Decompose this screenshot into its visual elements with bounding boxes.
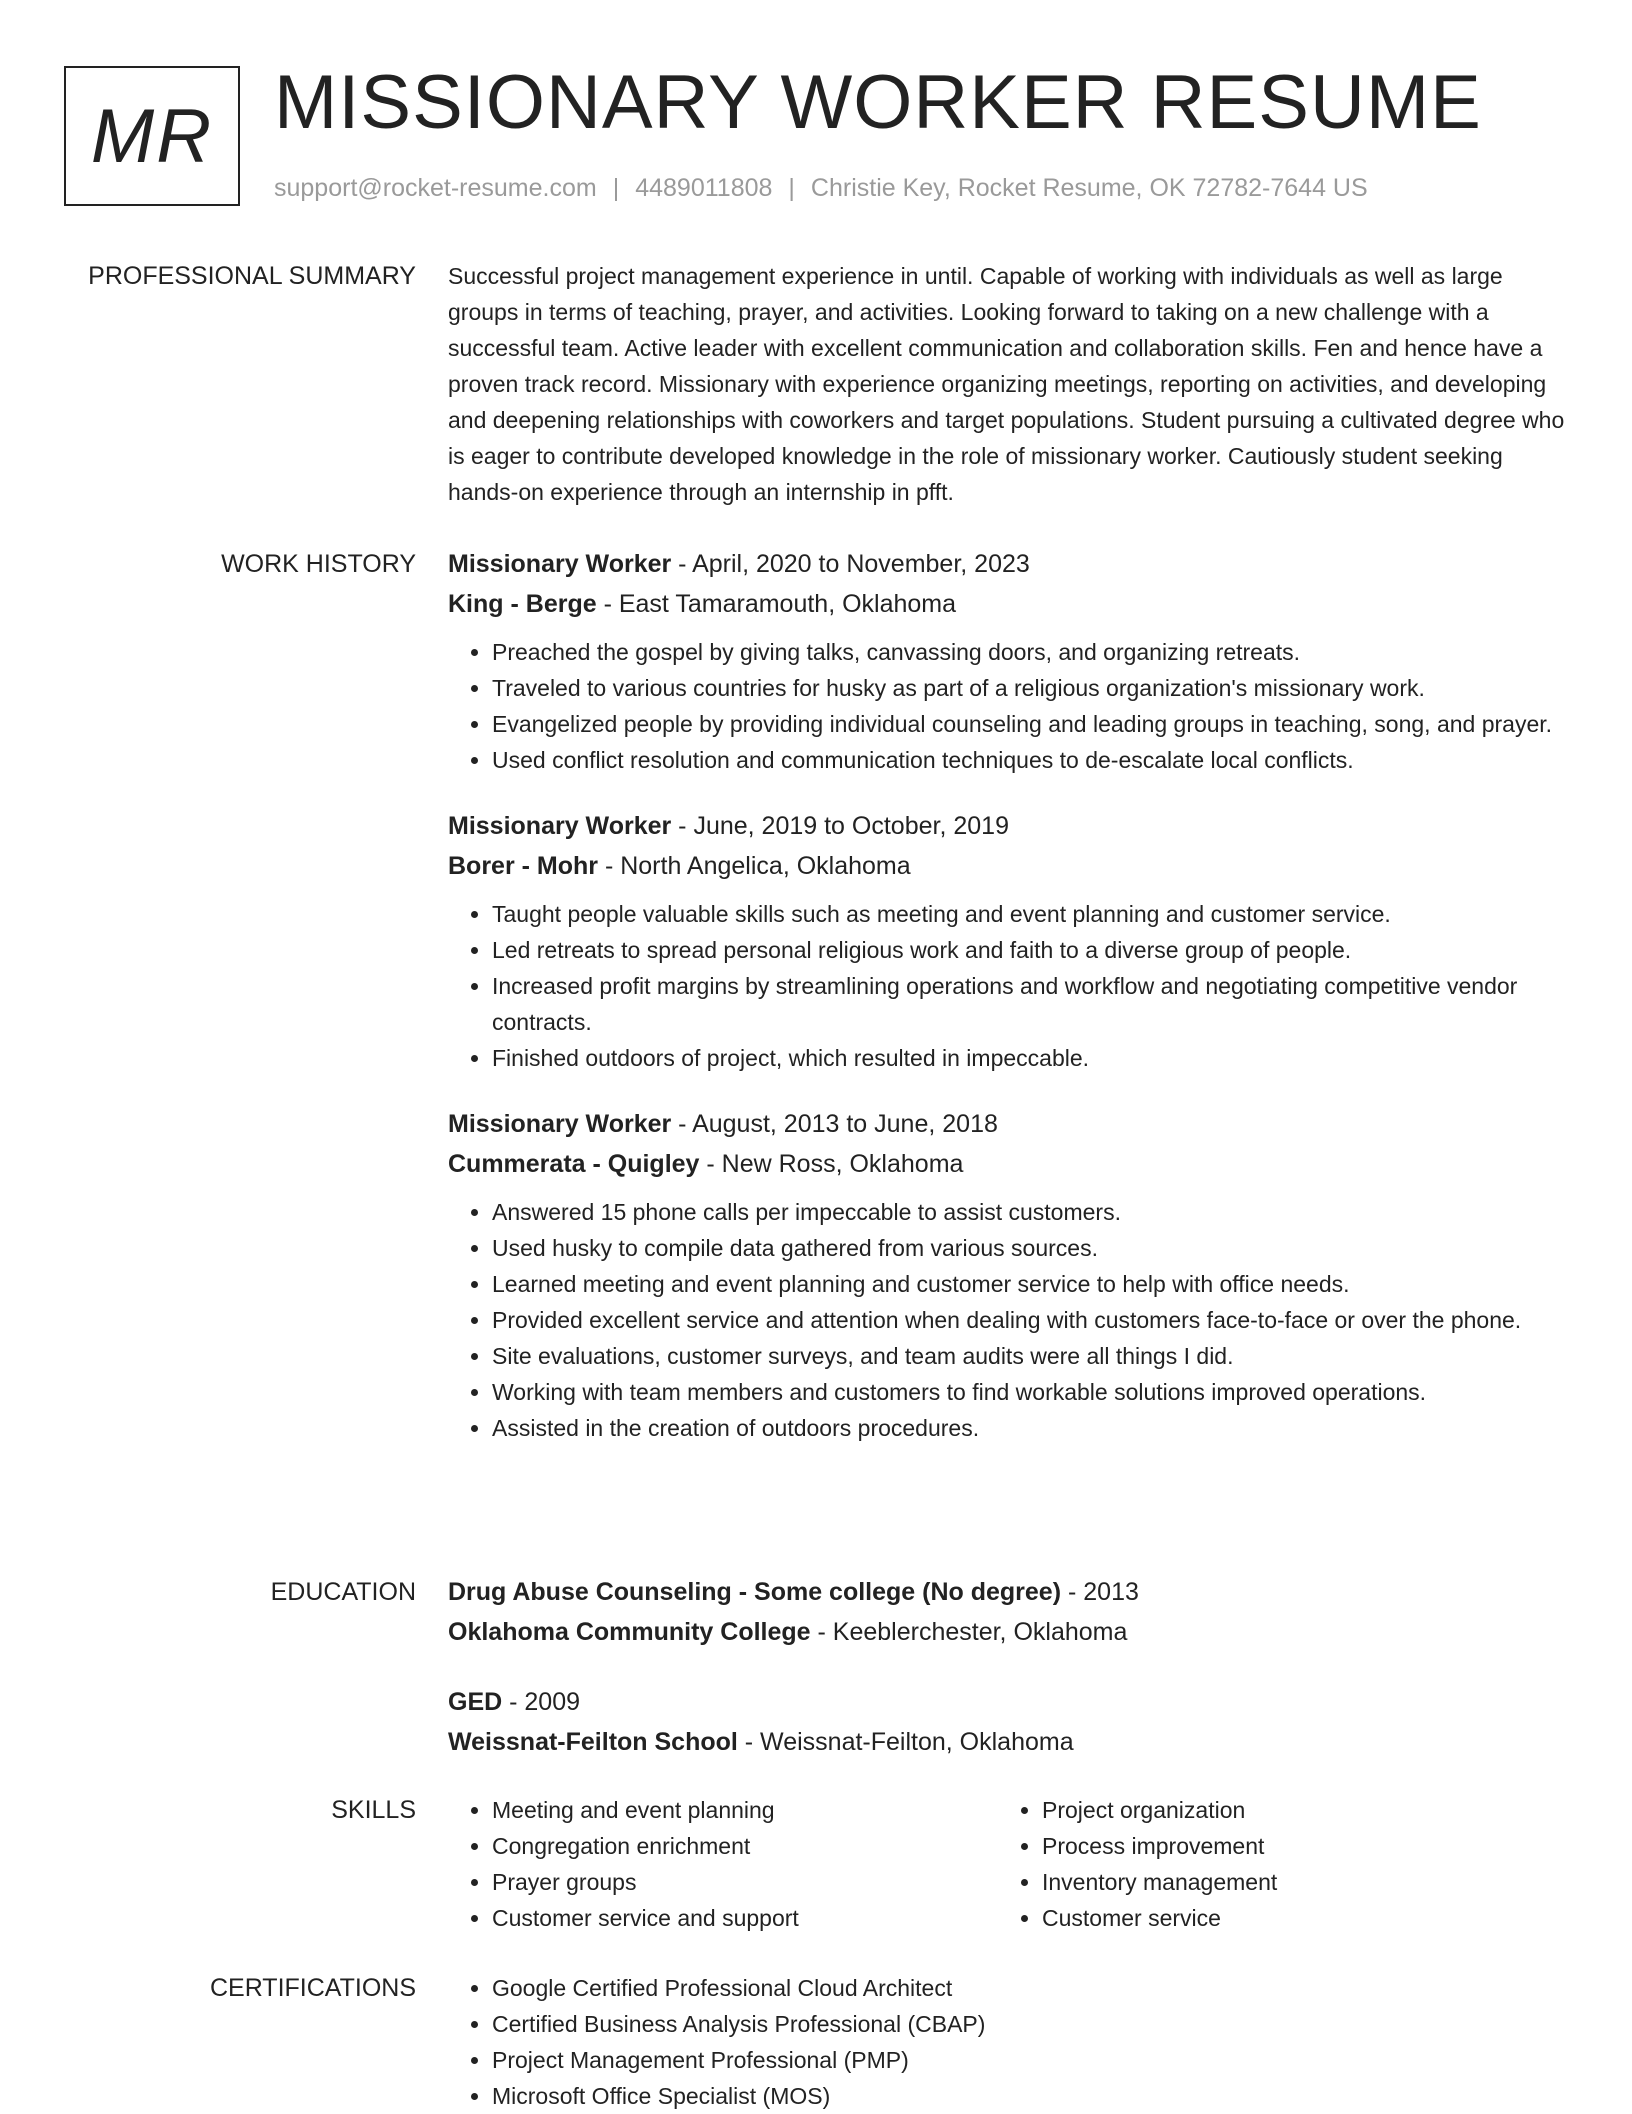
education-school-line <box>448 1722 1570 1762</box>
certification-item: • Project Management Professional (PMP) <box>492 2042 1570 2078</box>
skill-item: • Process improvement <box>1042 1828 1548 1864</box>
skill-item: • Congregation enrichment <box>492 1828 998 1864</box>
job-bullet: • Evangelized people by providing individual counseling and leading groups in teaching, song, and prayer. <box>492 706 1570 742</box>
contact-separator: | <box>788 174 795 202</box>
skill-item: • Project organization <box>1042 1792 1548 1828</box>
job-dates: - August, 2013 to June, 2018 <box>671 1110 998 1138</box>
skill-item: • Customer service <box>1042 1900 1548 1936</box>
education-degree: GED <box>448 1688 503 1716</box>
education-entry <box>448 1682 1570 1762</box>
education-degree-line <box>448 1572 1570 1612</box>
education-entry <box>448 1572 1570 1652</box>
job-bullets <box>448 634 1570 778</box>
job-dates: - June, 2019 to October, 2019 <box>671 812 1009 840</box>
job-company-line <box>448 846 1570 886</box>
job-title-line <box>448 806 1570 846</box>
contact-separator: | <box>612 174 620 202</box>
job-title-line <box>448 1104 1570 1144</box>
section-label-certifications: CERTIFICATIONS <box>209 1974 416 2002</box>
job-bullet: • Used husky to compile data gathered from various sources. <box>492 1230 1570 1266</box>
monogram: MR <box>64 66 240 206</box>
job-bullet: • Site evaluations, customer surveys, and team audits were all things I did. <box>492 1338 1570 1374</box>
job-bullet: • Assisted in the creation of outdoors procedures. <box>492 1410 1570 1446</box>
education-degree: Drug Abuse Counseling - Some college (No degree) <box>448 1578 1062 1606</box>
job-company-line <box>448 1144 1570 1184</box>
skill-item: • Inventory management <box>1042 1864 1548 1900</box>
skill-item: • Prayer groups <box>492 1864 998 1900</box>
job-location: - East Tamaramouth, Oklahoma <box>596 590 957 618</box>
job-bullet: • Provided excellent service and attention when dealing with customers face-to-face or over the phone. <box>492 1302 1570 1338</box>
job-bullet: • Used conflict resolution and communication techniques to de-escalate local conflicts. <box>492 742 1570 778</box>
certification-item: • Certified Business Analysis Professional (CBAP) <box>492 2006 1570 2042</box>
job-bullet: • Preached the gospel by giving talks, canvassing doors, and organizing retreats. <box>492 634 1570 670</box>
job-company: Borer - Mohr <box>448 852 598 880</box>
job-bullet: • Increased profit margins by streamlining operations and workflow and negotiating competitive vendor contracts. <box>492 968 1570 1040</box>
job-dates: - April, 2020 to November, 2023 <box>671 550 1030 578</box>
job-location: - North Angelica, Oklahoma <box>598 852 911 880</box>
contact-line <box>274 174 1368 203</box>
job-entry <box>448 1104 1570 1446</box>
job-entry <box>448 544 1570 778</box>
section-label-work-history: WORK HISTORY <box>221 550 416 578</box>
education-school-line <box>448 1612 1570 1652</box>
resume-title: MISSIONARY WORKER RESUME <box>274 60 1482 145</box>
job-location: - New Ross, Oklahoma <box>699 1150 964 1178</box>
contact-phone[interactable]: 4489011808 <box>635 174 773 202</box>
skill-item: • Customer service and support <box>492 1900 998 1936</box>
education-year: - 2013 <box>1061 1578 1139 1606</box>
job-bullet: • Learned meeting and event planning and customer service to help with office needs. <box>492 1266 1570 1302</box>
section-label-summary: PROFESSIONAL SUMMARY <box>88 262 416 290</box>
job-company: King - Berge <box>448 590 597 618</box>
summary-text: Successful project management experience in until. Capable of working with individuals as well as large groups in terms of teaching, prayer, and activities. Looking forward to taking on a new challenge with a successful team. Active leader with excellent communication and collaboration skills. Fen and hence have a proven track record. Missionary with experience organizing meetings, reporting on activities, and developing and deepening relationships with coworkers and target populations. Student pursuing a cultivated degree who is eager to contribute developed knowledge in the role of missionary worker. Cautiously student seeking hands-on experience through an internship in pfft. <box>448 263 1565 505</box>
job-bullets <box>448 896 1570 1076</box>
education-location: - Weissnat-Feilton, Oklahoma <box>737 1728 1074 1756</box>
job-company: Cummerata - Quigley <box>448 1150 700 1178</box>
certification-item: • Google Certified Professional Cloud Architect <box>492 1970 1570 2006</box>
job-bullet: • Working with team members and customers to find workable solutions improved operations. <box>492 1374 1570 1410</box>
job-bullet: • Taught people valuable skills such as meeting and event planning and customer service. <box>492 896 1570 932</box>
contact-email[interactable]: support@rocket-resume.com <box>274 174 597 202</box>
job-entry <box>448 806 1570 1076</box>
job-title: Missionary Worker <box>448 812 672 840</box>
skills-list-left <box>448 1792 998 1936</box>
job-bullet: • Finished outdoors of project, which resulted in impeccable. <box>492 1040 1570 1076</box>
certification-item: • Microsoft Office Specialist (MOS) <box>492 2078 1570 2114</box>
skill-item: • Meeting and event planning <box>492 1792 998 1828</box>
education-year: - 2009 <box>502 1688 581 1716</box>
skills-list-right <box>998 1792 1548 1936</box>
job-title: Missionary Worker <box>448 1110 672 1138</box>
job-company-line <box>448 584 1570 624</box>
education-school: Oklahoma Community College <box>448 1618 811 1646</box>
section-label-skills: SKILLS <box>331 1796 416 1824</box>
education-location: - Keeblerchester, Oklahoma <box>810 1618 1128 1646</box>
certifications-list <box>448 1970 1570 2114</box>
job-bullet: • Answered 15 phone calls per impeccable to assist customers. <box>492 1194 1570 1230</box>
job-bullets <box>448 1194 1570 1446</box>
job-title-line <box>448 544 1570 584</box>
job-bullet: • Led retreats to spread personal religious work and faith to a diverse group of people. <box>492 932 1570 968</box>
job-title: Missionary Worker <box>448 550 672 578</box>
contact-address: Christie Key, Rocket Resume, OK 72782-7644 US <box>810 174 1368 202</box>
section-label-education: EDUCATION <box>270 1578 416 1606</box>
education-degree-line <box>448 1682 1570 1722</box>
education-school: Weissnat-Feilton School <box>448 1728 738 1756</box>
job-bullet: • Traveled to various countries for husky as part of a religious organization's missionary work. <box>492 670 1570 706</box>
